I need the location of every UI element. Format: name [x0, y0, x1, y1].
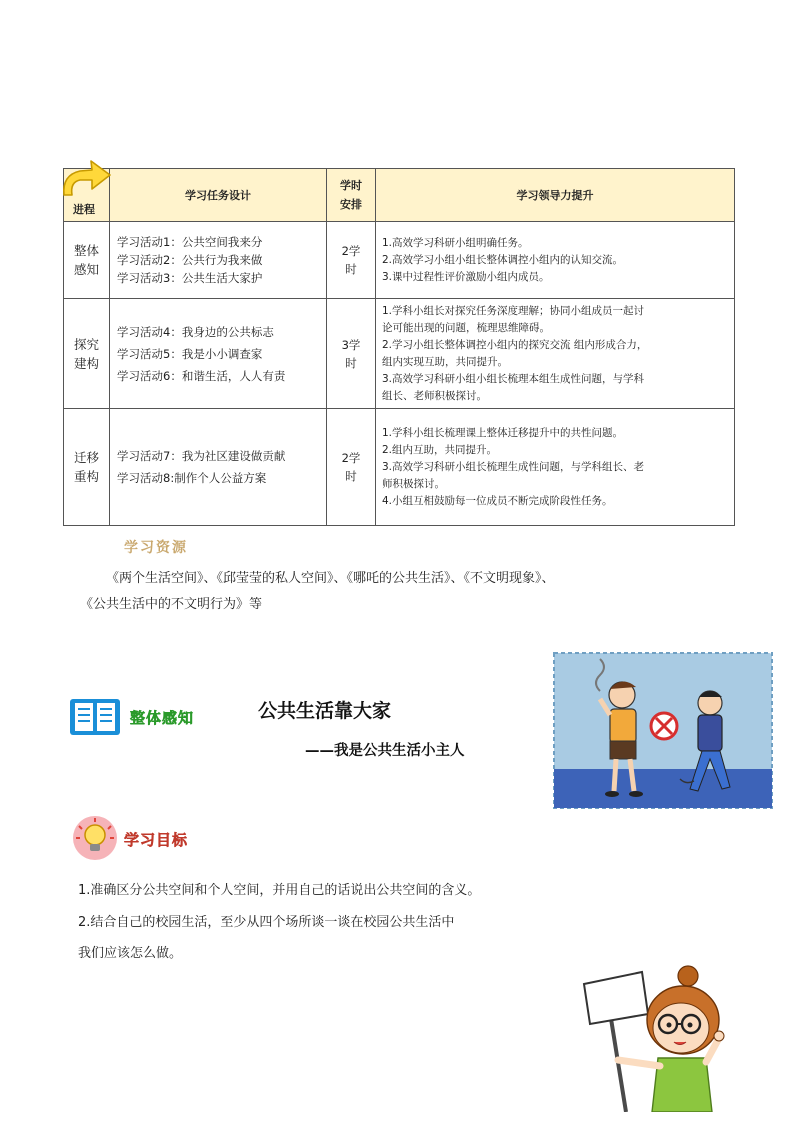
activity: 学习活动4：我身边的公共标志 — [117, 324, 274, 339]
goal-item-2-line-2: 我们应该怎么做。 — [78, 946, 183, 961]
lead-line: 论可能出现的问题，梳理思维障碍。 — [382, 321, 550, 334]
section-title: 公共生活靠大家 — [258, 700, 392, 722]
stage-l2: 重构 — [73, 469, 99, 484]
lead-line: 3.课中过程性评价激励小组内成员。 — [382, 270, 550, 283]
resources-line-2: 《公共生活中的不文明行为》等 — [80, 597, 263, 612]
lightbulb-icon — [71, 814, 119, 862]
resources-text — [80, 566, 720, 618]
hours-l1: 3学 — [341, 337, 361, 352]
stage-l2: 感知 — [73, 262, 99, 277]
lead-line: 3.高效学习科研小组长梳理生成性问题，与学科组长、老 — [382, 460, 645, 473]
header-hours — [327, 169, 376, 222]
hours-l2: 时 — [345, 262, 357, 276]
header-lead: 学习领导力提升 — [376, 169, 735, 222]
hours-cell — [327, 409, 376, 526]
plan-table — [63, 168, 735, 526]
hours-l1: 2学 — [341, 244, 361, 258]
resources-title: 学习资源 — [124, 540, 188, 556]
hours-cell — [327, 299, 376, 409]
activities-cell — [110, 222, 327, 299]
activity: 学习活动8:制作个人公益方案 — [117, 471, 267, 485]
activity: 学习活动3：公共生活大家护 — [117, 271, 263, 285]
goal-item-1: 1.准确区分公共空间和个人空间，并用自己的话说出公共空间的含义。 — [78, 883, 481, 898]
activity: 学习活动1：公共空间我来分 — [117, 235, 263, 249]
hours-l1: 2学 — [341, 451, 361, 465]
activities-cell — [110, 299, 327, 409]
stage-l1: 迁移 — [73, 450, 99, 465]
stage-cell — [64, 222, 110, 299]
hours-cell — [327, 222, 376, 299]
header-task: 学习任务设计 — [110, 169, 327, 222]
lead-line: 1.高效学习科研小组明确任务。 — [382, 236, 529, 249]
stage-l1: 探究 — [73, 336, 99, 352]
lead-line: 2.组内互助，共同提升。 — [382, 443, 498, 456]
activity: 学习活动6：和谐生活，人人有责 — [117, 368, 286, 383]
lead-line: 3.高效学习科研小组小组长梳理本组生成性问题，与学科 — [382, 372, 645, 385]
activity: 学习活动7：我为社区建设做贡献 — [117, 449, 286, 463]
header-stage-label: 进程 — [73, 203, 95, 216]
lead-line: 1.学科小组长梳理课上整体迁移提升中的共性问题。 — [382, 426, 624, 439]
lead-line: 2.学习小组长整体调控小组内的探究交流 组内形成合力， — [382, 338, 648, 351]
lead-cell — [376, 409, 735, 526]
table-row — [64, 409, 735, 526]
public-behavior-illustration — [552, 651, 774, 810]
activity: 学习活动5：我是小小调查家 — [117, 346, 263, 361]
section-label: 整体感知 — [130, 709, 195, 727]
activity: 学习活动2：公共行为我来做 — [117, 253, 263, 267]
lead-cell — [376, 222, 735, 299]
lead-line: 2.高效学习小组小组长整体调控小组内的认知交流。 — [382, 253, 624, 266]
lead-line: 1.学科小组长对探究任务深度理解；协同小组成员一起讨 — [382, 304, 645, 317]
lead-line: 组内实现互助，共同提升。 — [382, 355, 508, 368]
book-icon — [67, 695, 123, 739]
hours-l2: 时 — [345, 469, 357, 483]
resources-line-1: 《两个生活空间》、《邱莹莹的私人空间》、《哪吒的公共生活》、《不文明现象》、 — [106, 571, 555, 586]
lead-cell — [376, 299, 735, 409]
header-hours-l1: 学时 — [340, 179, 362, 192]
section-subtitle: ——我是公共生活小主人 — [305, 743, 465, 759]
goals-title: 学习目标 — [124, 831, 189, 849]
goal-item-2-line-1: 2.结合自己的校园生活，至少从四个场所谈一谈在校园公共生活中 — [78, 915, 455, 930]
stage-l2: 建构 — [73, 355, 99, 371]
table-header-row — [64, 169, 735, 222]
stage-cell — [64, 409, 110, 526]
arrow-icon — [58, 155, 114, 199]
lead-line: 组长、老师积极探讨。 — [382, 389, 487, 402]
lead-line: 师积极探讨。 — [382, 477, 445, 490]
header-stage — [64, 169, 110, 222]
lead-line: 4.小组互相鼓励每一位成员不断完成阶段性任务。 — [382, 494, 613, 507]
girl-holding-sign-illustration — [578, 962, 728, 1112]
table-row — [64, 222, 735, 299]
hours-l2: 时 — [345, 355, 357, 370]
table-row — [64, 299, 735, 409]
header-hours-l2: 安排 — [340, 198, 362, 211]
stage-l1: 整体 — [73, 243, 99, 258]
activities-cell — [110, 409, 327, 526]
stage-cell — [64, 299, 110, 409]
